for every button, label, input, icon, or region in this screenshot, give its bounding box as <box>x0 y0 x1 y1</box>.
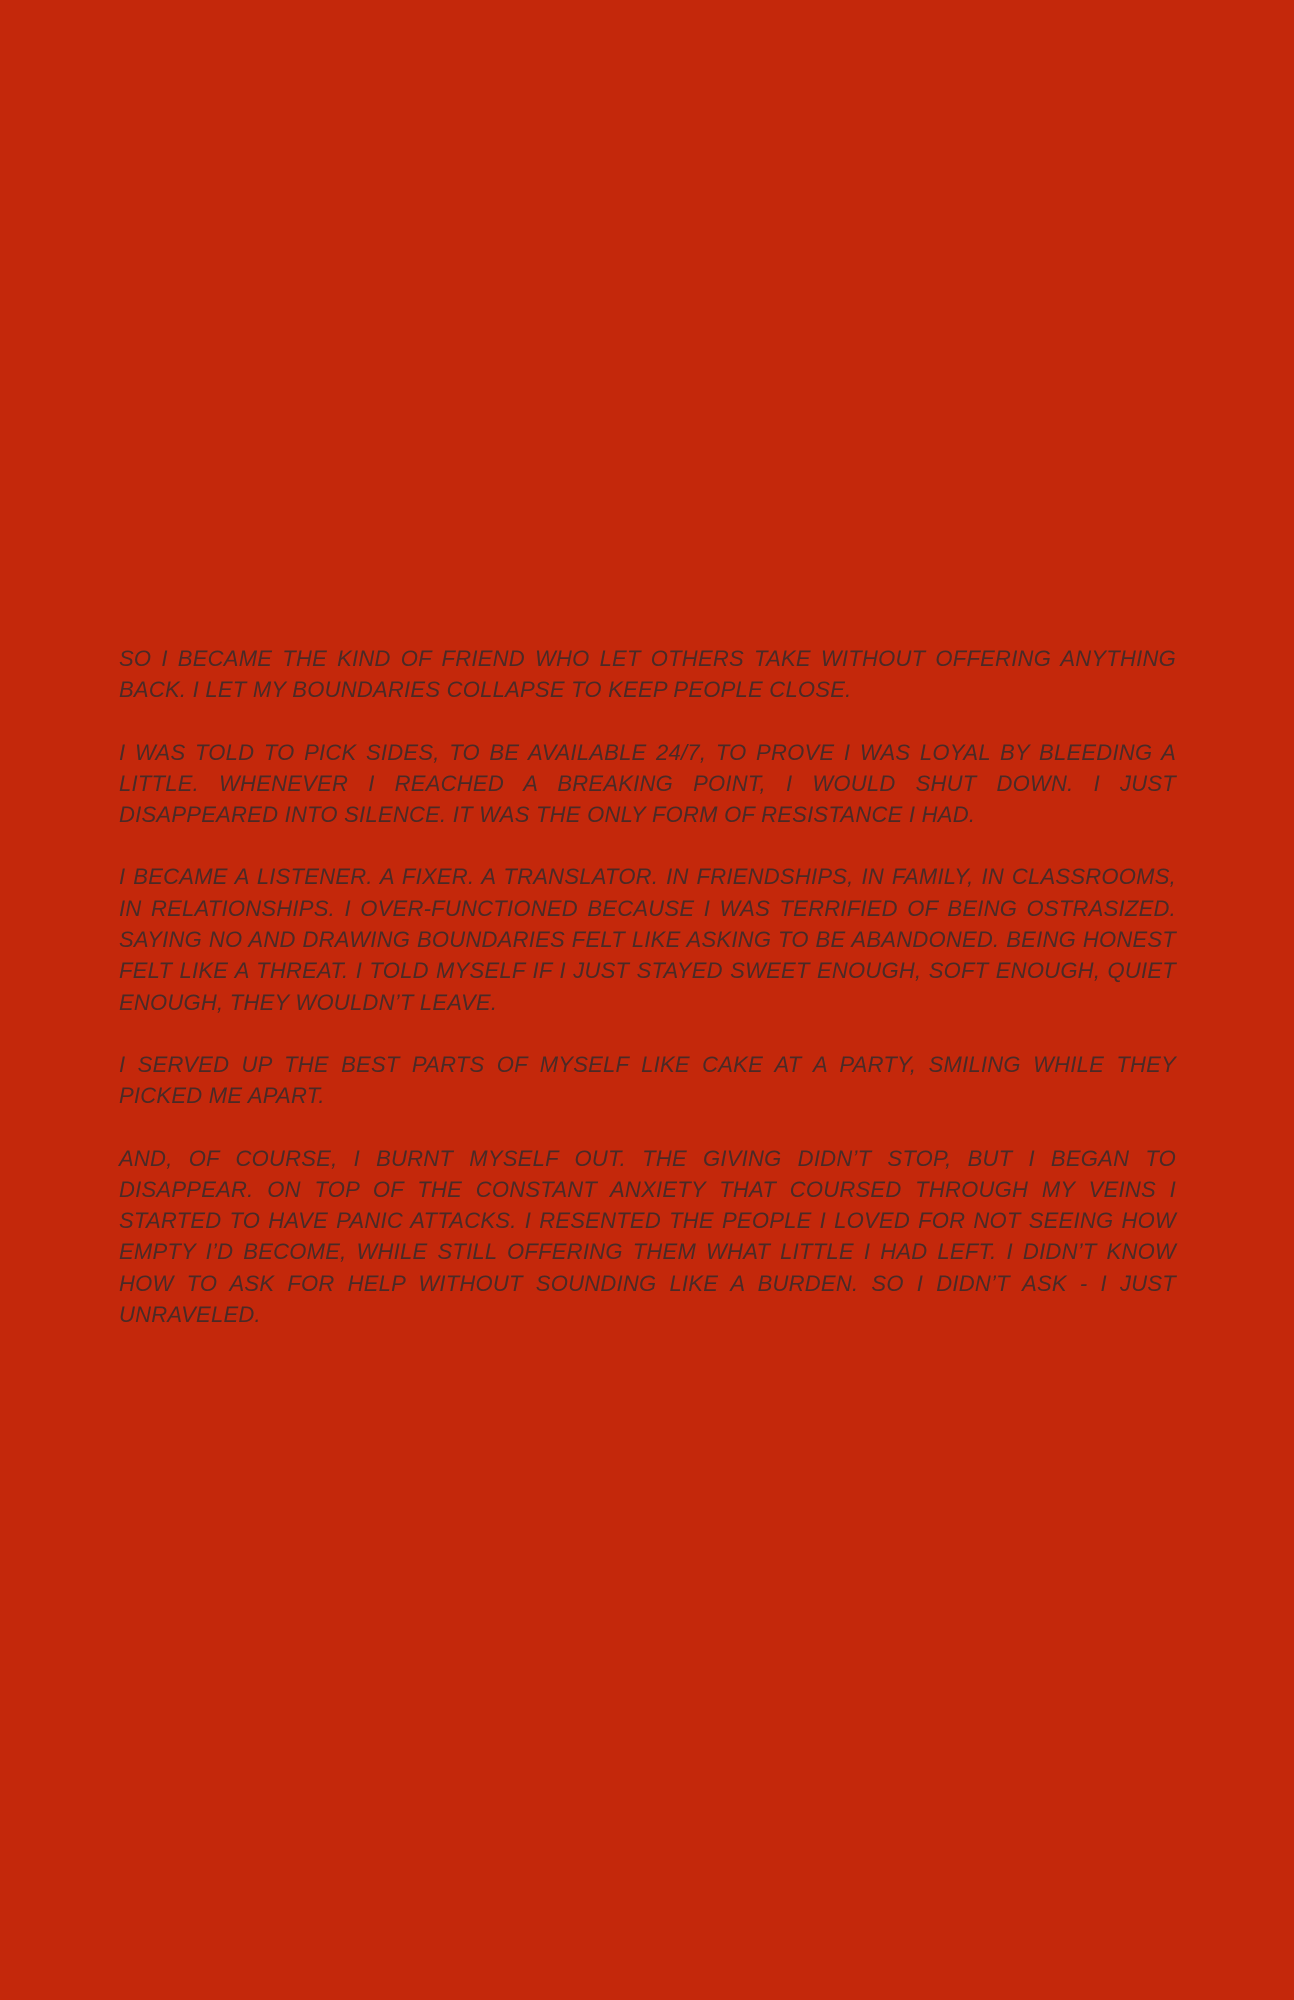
body-text <box>119 643 1176 1330</box>
paragraph-3: I BECAME A LISTENER. A FIXER. A TRANSLATOR. IN FRIENDSHIPS, IN FAMILY, IN CLASSROOMS, IN RELATIONSHIPS. I OVER-FUNCTIONED BECAUSE I WAS TERRIFIED OF BEING OSTRASIZED. SAYING NO AND DRAWING BOUNDARIES FELT LIKE ASKING TO BE ABANDONED. BEING HONEST FELT LIKE A THREAT. I TOLD MYSELF IF I JUST STAYED SWEET ENOUGH, SOFT ENOUGH, QUIET ENOUGH, THEY WOULDN’T LEAVE. <box>119 864 1176 1015</box>
paragraph-4: I SERVED UP THE BEST PARTS OF MYSELF LIKE CAKE AT A PARTY, SMILING WHILE THEY PICKED ME APART. <box>119 1051 1176 1109</box>
paragraph-5: AND, OF COURSE, I BURNT MYSELF OUT. THE GIVING DIDN’T STOP, BUT I BEGAN TO DISAPPEAR. ON TOP OF THE CONSTANT ANXIETY THAT COURSED THROUGH MY VEINS I STARTED TO HAVE PANIC ATTACKS. I RESENTED THE PEOPLE I LOVED FOR NOT SEEING HOW EMPTY I’D BECOME, WHILE STILL OFFERING THEM WHAT LITTLE I HAD LEFT. I DIDN’T KNOW HOW TO ASK FOR HELP WITHOUT SOUNDING LIKE A BURDEN. SO I DIDN’T ASK - I JUST UNRAVELED. <box>119 1145 1176 1328</box>
paragraph-1: SO I BECAME THE KIND OF FRIEND WHO LET OTHERS TAKE WITHOUT OFFERING ANYTHING BACK. I LET MY BOUNDARIES COLLAPSE TO KEEP PEOPLE CLOSE. <box>119 646 1176 703</box>
paragraph-2: I WAS TOLD TO PICK SIDES, TO BE AVAILABLE 24/7, TO PROVE I WAS LOYAL BY BLEEDING A LITTLE. WHENEVER I REACHED A BREAKING POINT, I WOULD SHUT DOWN. I JUST DISAPPEARED INTO SILENCE. IT WAS THE ONLY FORM OF RESISTANCE I HAD. <box>119 739 1176 828</box>
